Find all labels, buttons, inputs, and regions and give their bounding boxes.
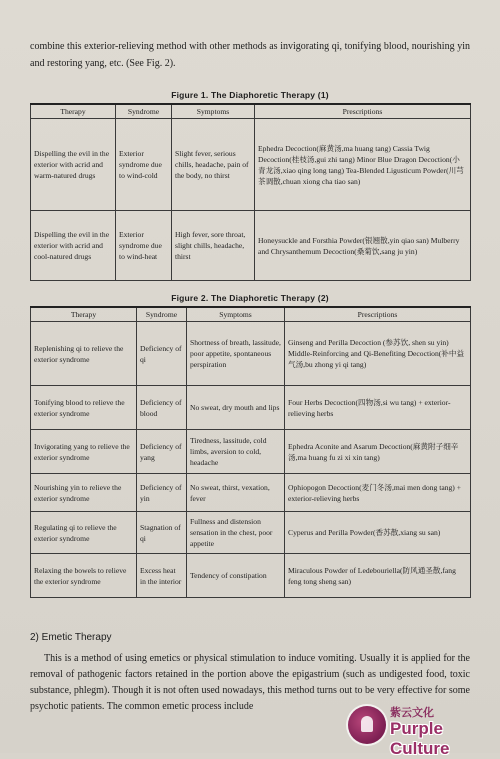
prescriptions-cell: Cyperus and Perilla Powder(香苏散,xiang su san) — [285, 512, 471, 554]
syndrome-cell: Excess heat in the interior — [137, 554, 187, 598]
prescriptions-cell: Ginseng and Perilla Decoction (参苏饮, shen su yin) Middle-Reinforcing and Qi-Benefiting Decoction(补中益气汤,bu zhong yi qi tang) — [285, 322, 471, 386]
table-row — [31, 430, 471, 474]
figure-1-table — [30, 103, 471, 281]
table-row — [31, 211, 471, 281]
section-paragraph: This is a method of using emetics or physical stimulation to induce vomiting. Usually it is applied for the removal of pathogenic factors retained in the portion above the epigastrium (such as undigested food, toxic substance, phlegm). Though it is not often used nowadays, this method turns out to be very effective for some psychotic patients. The common emetic process include — [30, 653, 470, 712]
prescriptions-cell: Miraculous Powder of Ledebouriella(防风通圣散,fang feng tong sheng san) — [285, 554, 471, 598]
prescriptions-cell: Honeysuckle and Forsthia Powder(银翘散,yin qiao san) Mulberry and Chrysanthemum Decoction(桑菊饮,sang ju yin) — [255, 211, 471, 281]
header-therapy: Therapy — [31, 104, 116, 119]
syndrome-cell: Deficiency of qi — [137, 322, 187, 386]
syndrome-cell: Exterior syndrome due to wind-heat — [116, 211, 172, 281]
header-syndrome: Syndrome — [116, 104, 172, 119]
therapy-cell: Invigorating yang to relieve the exterior syndrome — [31, 430, 137, 474]
symptoms-cell: No sweat, thirst, vexation, fever — [187, 474, 285, 512]
therapy-cell: Dispelling the evil in the exterior with acrid and cool-natured drugs — [31, 211, 116, 281]
therapy-cell: Tonifying blood to relieve the exterior syndrome — [31, 386, 137, 430]
syndrome-cell: Stagnation of qi — [137, 512, 187, 554]
symptoms-cell: Tiredness, lassitude, cold limbs, aversion to cold, headache — [187, 430, 285, 474]
therapy-cell: Relaxing the bowels to relieve the exterior syndrome — [31, 554, 137, 598]
symptoms-cell: No sweat, dry mouth and lips — [187, 386, 285, 430]
figure-2-table — [30, 306, 471, 598]
intro-paragraph: combine this exterior-relieving method with other methods as invigorating qi, tonifying blood, nourishing yin and restoring yang, etc. (See Fig. 2). — [30, 41, 470, 69]
table-row — [31, 322, 471, 386]
header-prescriptions: Prescriptions — [285, 307, 471, 322]
symptoms-cell: Shortness of breath, lassitude, poor appetite, spontaneous perspiration — [187, 322, 285, 386]
header-prescriptions: Prescriptions — [255, 104, 471, 119]
syndrome-cell: Deficiency of yang — [137, 430, 187, 474]
watermark-chinese: 紫云文化 — [390, 706, 434, 719]
prescriptions-cell: Ephedra Aconite and Asarum Decoction(麻黄附子细辛汤,ma huang fu zi xi xin tang) — [285, 430, 471, 474]
table-row — [31, 386, 471, 430]
therapy-cell: Replenishing qi to relieve the exterior syndrome — [31, 322, 137, 386]
table-row — [31, 554, 471, 598]
prescriptions-cell: Ephedra Decoction(麻黄汤,ma huang tang) Cassia Twig Decoction(桂枝汤,gui zhi tang) Minor Blue Dragon Decoction(小青龙汤,xiao qing long tang) Tea-Blended Ligusticum Powder(川芎茶调散,chuan xiong cha tiao san) — [255, 119, 471, 211]
watermark-brand: Purple Culture — [390, 719, 450, 758]
therapy-cell: Regulating qi to relieve the exterior syndrome — [31, 512, 137, 554]
syndrome-cell: Exterior syndrome due to wind-cold — [116, 119, 172, 211]
symptoms-cell: Fullness and distension sensation in the chest, poor appetite — [187, 512, 285, 554]
table-row — [31, 512, 471, 554]
therapy-cell: Dispelling the evil in the exterior with acrid and warm-natured drugs — [31, 119, 116, 211]
symptoms-cell: High fever, sore throat, slight chills, headache, thirst — [172, 211, 255, 281]
table-header-row — [31, 104, 471, 119]
therapy-cell: Nourishing yin to relieve the exterior syndrome — [31, 474, 137, 512]
syndrome-cell: Deficiency of yin — [137, 474, 187, 512]
syndrome-cell: Deficiency of blood — [137, 386, 187, 430]
prescriptions-cell: Four Herbs Decoction(四物汤,si wu tang) + exterior-relieving herbs — [285, 386, 471, 430]
purple-culture-logo-icon — [348, 706, 386, 744]
header-symptoms: Symptoms — [172, 104, 255, 119]
table-header-row — [31, 307, 471, 322]
watermark — [348, 704, 498, 758]
figure-2-title: Figure 2. The Diaphoretic Therapy (2) — [171, 293, 329, 303]
header-symptoms: Symptoms — [187, 307, 285, 322]
prescriptions-cell: Ophiopogon Decoction(麦门冬汤,mai men dong tang) + exterior-relieving herbs — [285, 474, 471, 512]
table-row — [31, 119, 471, 211]
header-syndrome: Syndrome — [137, 307, 187, 322]
table-row — [31, 474, 471, 512]
figure-1-title: Figure 1. The Diaphoretic Therapy (1) — [171, 90, 329, 100]
header-therapy: Therapy — [31, 307, 137, 322]
symptoms-cell: Tendency of constipation — [187, 554, 285, 598]
symptoms-cell: Slight fever, serious chills, headache, pain of the body, no thirst — [172, 119, 255, 211]
section-heading: 2) Emetic Therapy — [30, 632, 112, 643]
